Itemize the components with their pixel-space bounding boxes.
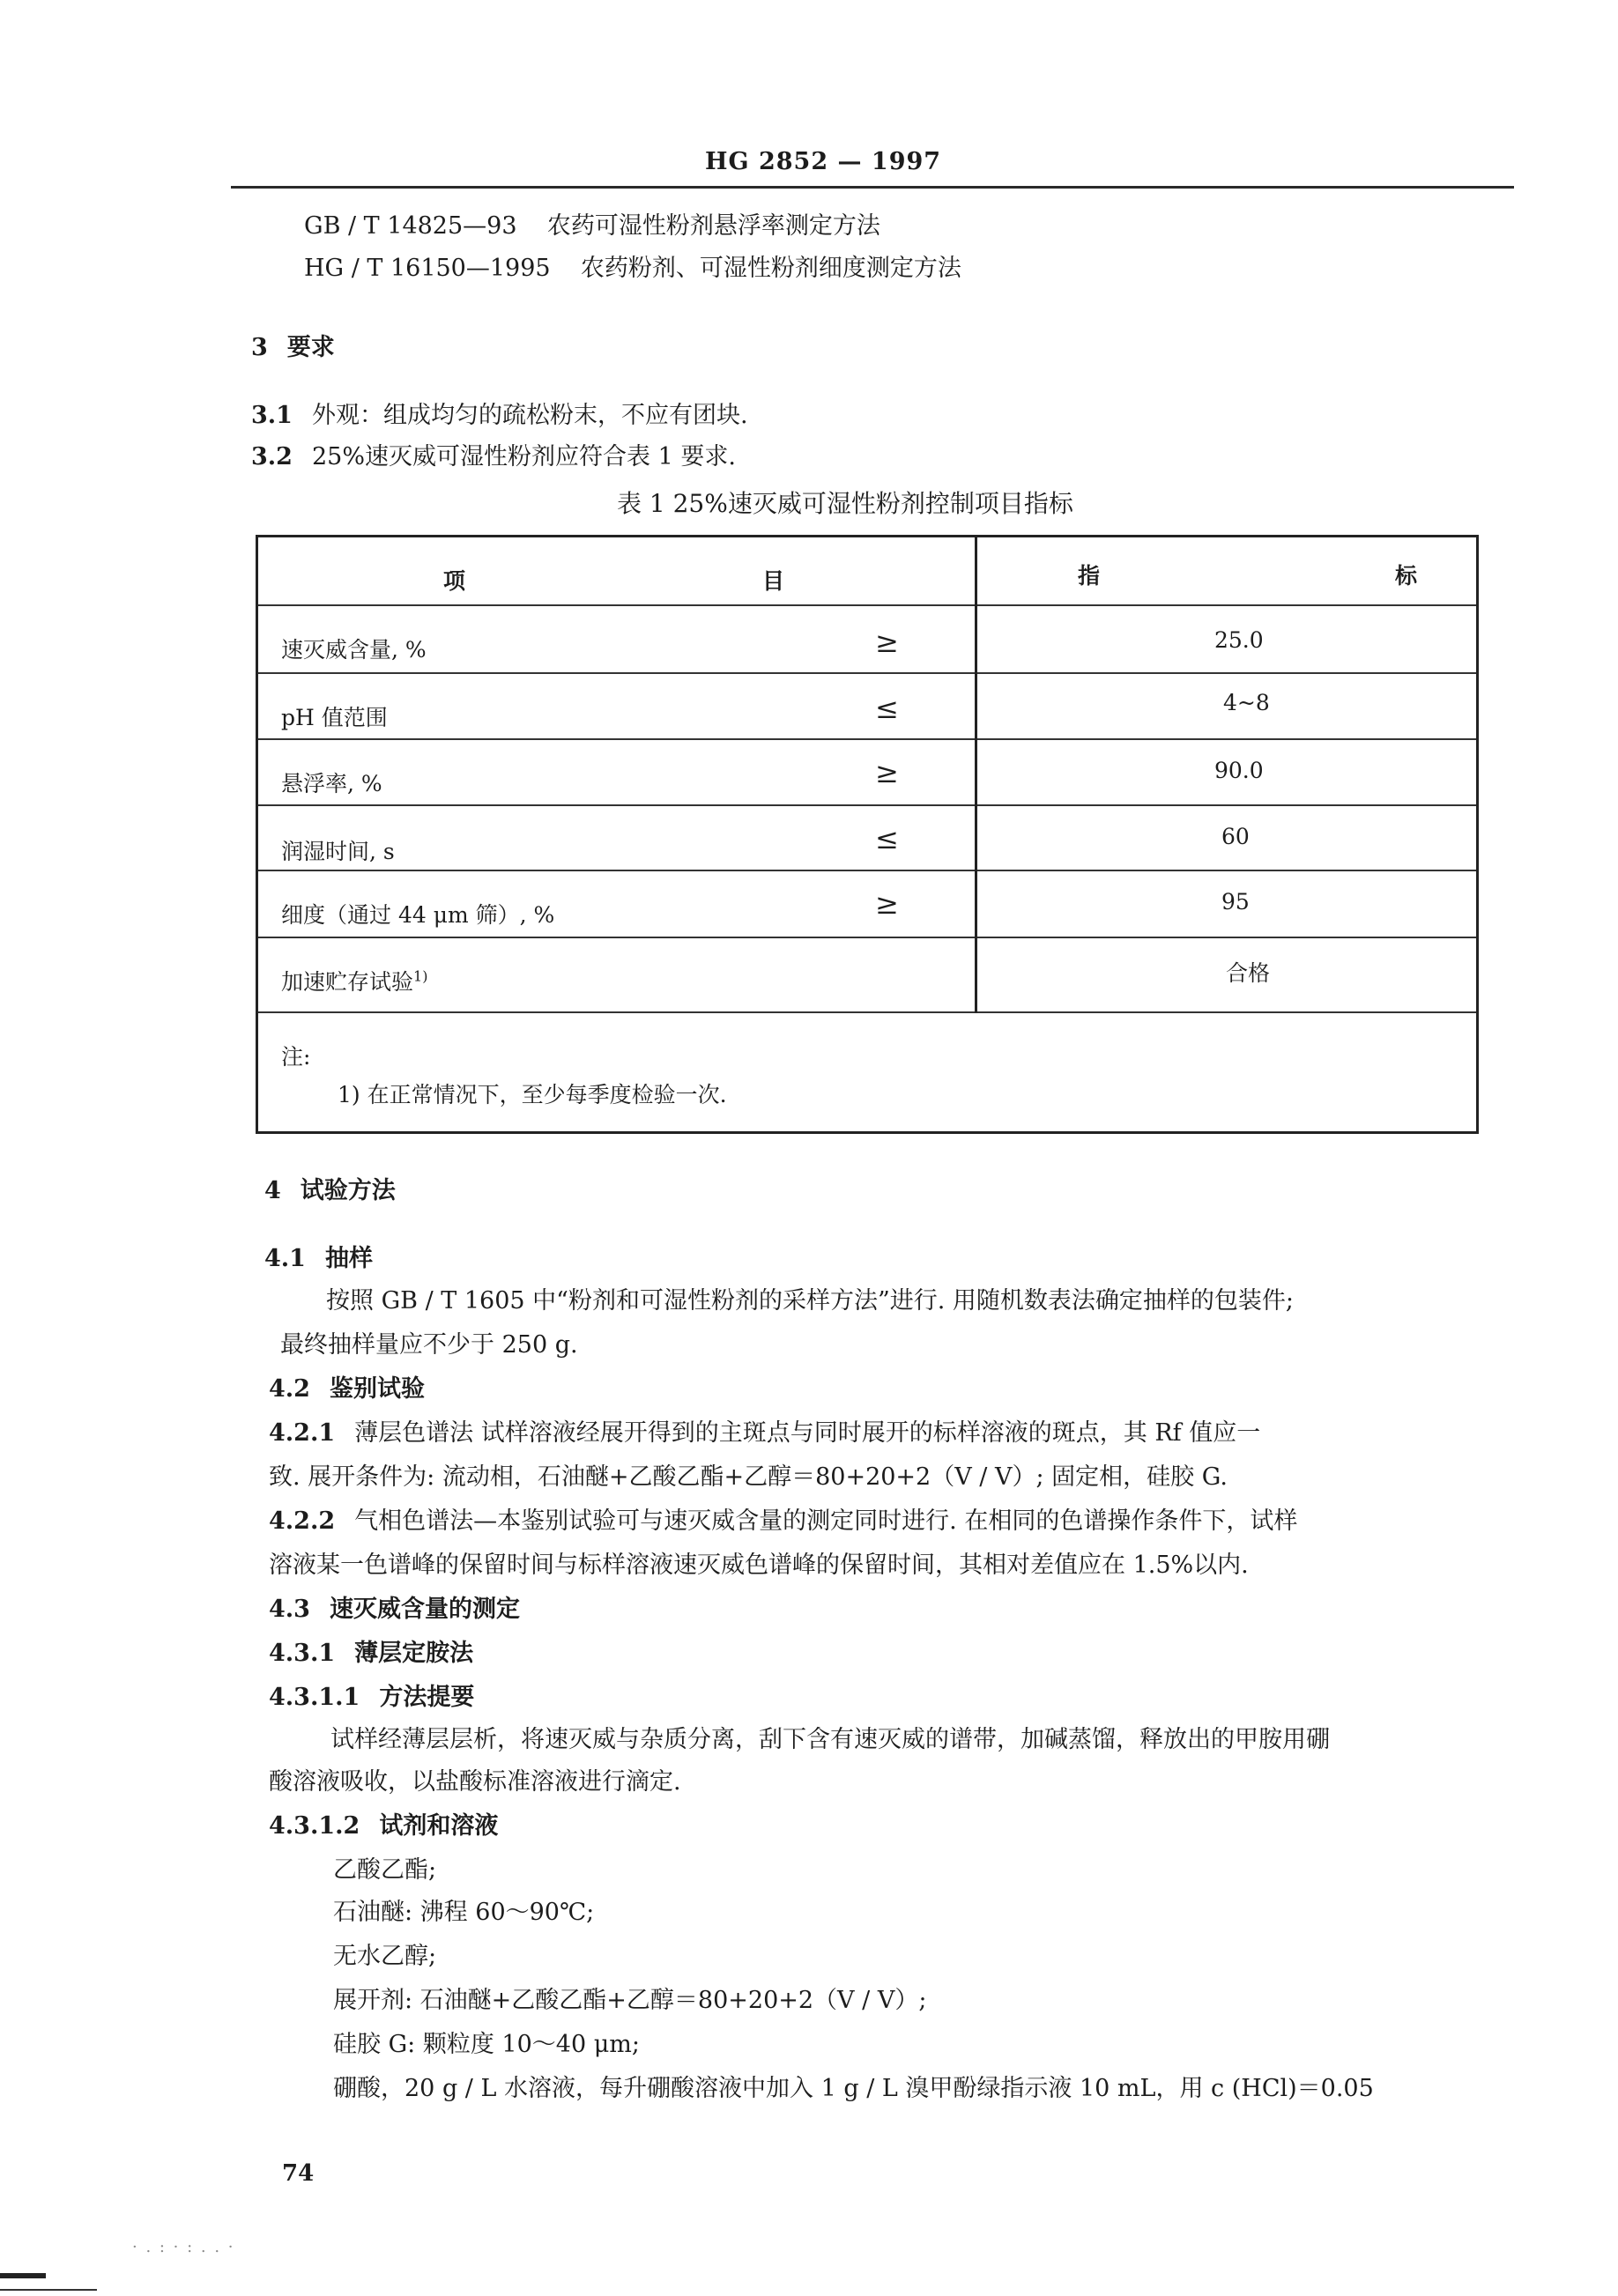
section-number: 4.2.2 xyxy=(269,1507,336,1535)
scan-edge-rule xyxy=(0,2289,97,2291)
heading-4-3-1-2 xyxy=(269,1811,498,1841)
row-value: 合格 xyxy=(1226,960,1271,986)
section-title: 鉴别试验 xyxy=(329,1375,425,1403)
header-item-b: 目 xyxy=(762,568,785,594)
row-value: 4~8 xyxy=(1223,690,1270,715)
header-item-a: 项 xyxy=(443,568,466,594)
row-value: 90.0 xyxy=(1214,758,1264,783)
section-number: 4.2.1 xyxy=(269,1419,336,1447)
item-number: 3.1 xyxy=(251,402,293,429)
row-item: 速灭威含量, % xyxy=(281,637,427,663)
section-4-heading xyxy=(264,1176,396,1206)
reagent-item: 石油醚: 沸程 60～90℃; xyxy=(333,1899,595,1926)
section-title: 速灭威含量的测定 xyxy=(329,1596,520,1623)
item-3-1 xyxy=(251,401,748,431)
table-row xyxy=(258,806,1476,871)
paragraph-4-2-2-line-1 xyxy=(269,1507,1297,1537)
row-item: 细度（通过 44 μm 筛）, % xyxy=(281,902,555,928)
ref-line-1 xyxy=(304,211,880,241)
table-row xyxy=(258,606,1476,674)
row-operator: ≤ xyxy=(875,692,899,725)
table-note-text: 1) 在正常情况下，至少每季度检验一次. xyxy=(338,1082,727,1107)
footnote-marker: 1) xyxy=(413,967,428,985)
paragraph-4-2-1-line-1 xyxy=(269,1418,1260,1448)
section-title: 试验方法 xyxy=(300,1177,396,1204)
section-number: 4.3 xyxy=(269,1596,310,1623)
ref-code: HG / T 16150—1995 xyxy=(304,255,551,282)
section-number: 4.3.1 xyxy=(269,1640,336,1667)
table-note-label: 注: xyxy=(281,1044,311,1070)
section-number: 4 xyxy=(264,1177,281,1204)
table-row xyxy=(258,938,1476,1013)
reagent-item: 乙酸乙酯; xyxy=(333,1856,437,1884)
section-title: 抽样 xyxy=(324,1245,373,1272)
ref-title: 农药可湿性粉剂悬浮率测定方法 xyxy=(546,212,880,240)
table-header-row xyxy=(258,537,1476,606)
header-index-b: 标 xyxy=(1395,563,1418,589)
row-item: pH 值范围 xyxy=(281,705,388,730)
table-caption: 表 1 25%速灭威可湿性粉剂控制项目指标 xyxy=(617,489,1073,518)
item-number: 3.2 xyxy=(251,443,293,470)
section-number: 3 xyxy=(251,334,268,361)
section-number: 4.2 xyxy=(269,1375,310,1403)
section-title: 方法提要 xyxy=(379,1684,475,1711)
spec-table xyxy=(256,535,1479,1134)
row-item: 润湿时间, s xyxy=(281,839,395,864)
row-value: 60 xyxy=(1221,824,1250,849)
section-title: 薄层定胺法 xyxy=(354,1640,474,1667)
section-title: 试剂和溶液 xyxy=(379,1812,499,1840)
ref-title: 农药粉剂、可湿性粉剂细度测定方法 xyxy=(580,255,961,282)
table-row xyxy=(258,740,1476,806)
section-number: 4.1 xyxy=(264,1245,306,1272)
section-3-heading xyxy=(251,333,335,363)
paragraph-line: 试样经薄层层析，将速灭威与杂质分离，刮下含有速灭威的谱带，加碱蒸馏，释放出的甲胺用硼 xyxy=(330,1726,1330,1753)
row-item-text: 加速贮存试验 xyxy=(281,969,414,995)
heading-4-1 xyxy=(264,1244,373,1274)
paragraph-line: 溶液某一色谱峰的保留时间与标样溶液速灭威色谱峰的保留时间，其相对差值应在 1.5%以内. xyxy=(269,1552,1249,1579)
row-operator: ≤ xyxy=(875,822,899,855)
header-index-a: 指 xyxy=(1078,563,1101,589)
reagent-item: 硼酸，20 g / L 水溶液，每升硼酸溶液中加入 1 g / L 溴甲酚绿指示液 10 mL，用 c (HCl)＝0.05 xyxy=(333,2075,1374,2102)
standard-code-header: HG 2852 — 1997 xyxy=(705,148,942,175)
item-text: 外观：组成均匀的疏松粉末，不应有团块. xyxy=(311,402,748,429)
paragraph-line: 按照 GB / T 1605 中“粉剂和可湿性粉剂的采样方法”进行. 用随机数表法确定抽样的包装件; xyxy=(326,1287,1295,1315)
heading-4-3 xyxy=(269,1595,520,1625)
heading-4-3-1-1 xyxy=(269,1683,474,1713)
table-row xyxy=(258,871,1476,938)
paragraph-text: 气相色谱法—本鉴别试验可与速灭威含量的测定同时进行. 在相同的色谱操作条件下，试样 xyxy=(354,1507,1298,1535)
section-number: 4.3.1.2 xyxy=(269,1812,360,1840)
row-item xyxy=(281,965,427,996)
header-rule xyxy=(231,186,1514,189)
ref-code: GB / T 14825—93 xyxy=(304,212,517,240)
heading-4-2 xyxy=(269,1374,425,1404)
paragraph-line: 致. 展开条件为: 流动相，石油醚+乙酸乙酯+乙醇＝80+20+2（V / V）; 固定相，硅胶 G. xyxy=(269,1463,1228,1491)
scan-noise: · . : · : . . · xyxy=(132,2238,235,2256)
table-column-divider xyxy=(975,537,977,1013)
paragraph-line: 酸溶液吸收，以盐酸标准溶液进行滴定. xyxy=(269,1768,681,1796)
heading-4-3-1 xyxy=(269,1639,473,1669)
paragraph-text: 薄层色谱法 试样溶液经展开得到的主斑点与同时展开的标样溶液的斑点，其 Rf 值应一 xyxy=(354,1419,1261,1447)
scan-edge-mark xyxy=(0,2273,46,2278)
row-operator: ≥ xyxy=(875,887,899,921)
reagent-item: 展开剂: 石油醚+乙酸乙酯+乙醇＝80+20+2（V / V）; xyxy=(333,1987,927,2014)
item-text: 25%速灭威可湿性粉剂应符合表 1 要求. xyxy=(311,443,736,470)
row-operator: ≥ xyxy=(875,626,899,659)
paragraph-line: 最终抽样量应不少于 250 g. xyxy=(280,1331,578,1359)
section-number: 4.3.1.1 xyxy=(269,1684,360,1711)
ref-line-2 xyxy=(304,254,961,284)
page-number: 74 xyxy=(282,2160,315,2187)
row-value: 25.0 xyxy=(1214,627,1264,653)
item-3-2 xyxy=(251,442,736,472)
row-operator: ≥ xyxy=(875,756,899,789)
table-row xyxy=(258,674,1476,740)
row-value: 95 xyxy=(1221,889,1250,915)
row-item: 悬浮率, % xyxy=(281,771,382,796)
reagent-item: 无水乙醇; xyxy=(333,1943,437,1970)
reagent-item: 硅胶 G: 颗粒度 10～40 μm; xyxy=(333,2031,640,2058)
section-title: 要求 xyxy=(286,334,335,361)
